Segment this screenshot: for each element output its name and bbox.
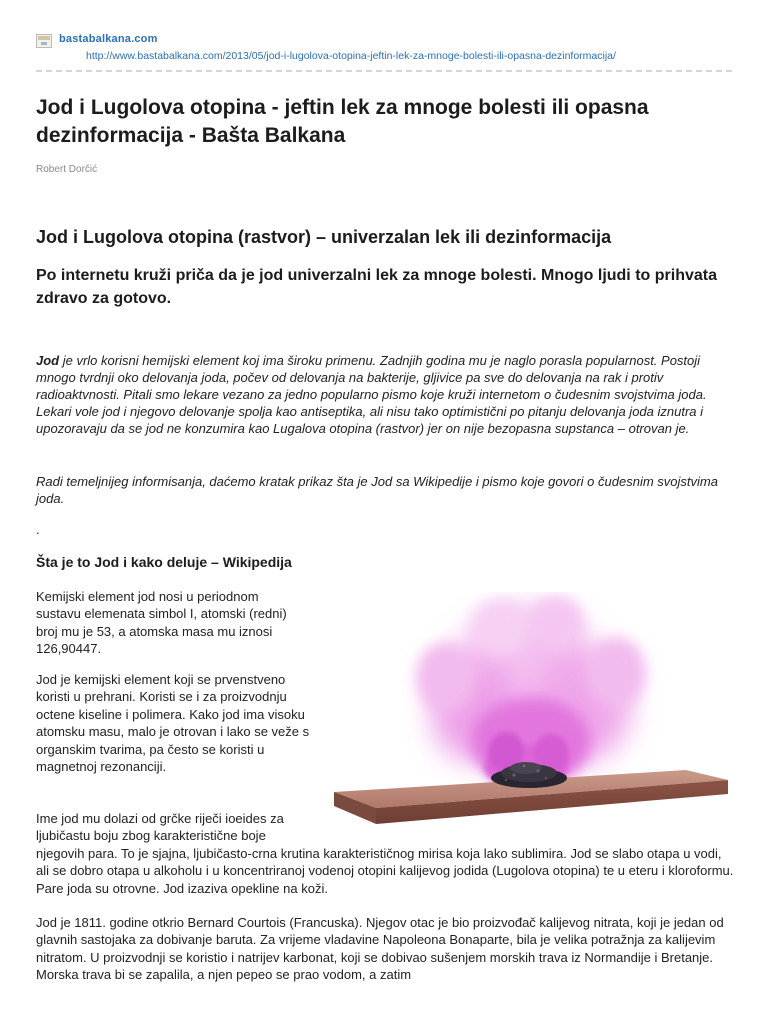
iodine-vapour-image bbox=[326, 592, 736, 842]
page-title bbox=[36, 94, 736, 150]
vapour-cloud bbox=[416, 596, 646, 789]
intro-bold-word: Jod bbox=[36, 353, 60, 368]
paragraph-discovery-1811: Jod je 1811. godine otkrio Bernard Courtois (Francuska). Njegov otac je bio proizvođač kalijevog nitrata, koji je jedan od glavnih sastojaka za dobivanje baruta. Za vrijeme vladavine Napoleona Bonaparte, bila je velika potražnja za kalijevim nitratom. U proizvodnji se koristio i natrijev karbonat, koji se dobivao sušenjem morskih trava iz Normandije i Bretanje. Morska trava bi se zapalila, a njen pepeo se prao vodom, a zatim bbox=[36, 915, 724, 983]
intro-text: je vrlo korisni hemijski element koj ima široku primenu. Zadnjih godina mu je naglo porasla popularnost. Postoji mnogo tvrdnji oko delovanja joda, počev od delovanja na bakterije, gljivice pa sve do delovanja na rak i protiv radioaktvnosti. Pitali smo lekare vezano za jedno popularno pismo koje kruži internetom o čudesnim svojstvima joda. Lekari vole jod i njegovo delovanje spolja kao antiseptika, ali nisu tako optimistični po pitanju delovanja joda iznutra i upozoravaju da se jod ne konzumira kao Lugalova otopina (rastvor) jer on nije bezopasna supstanca – otrovan je. bbox=[36, 353, 707, 436]
site-name-link[interactable]: bastabalkana.com bbox=[59, 33, 158, 45]
lead-paragraph: Po internetu kruži priča da je jod univerzalni lek za mnoge bolesti. Mnogo ljudi to prihvata zdravo za gotovo. bbox=[36, 267, 717, 307]
paragraph-jod-element: Jod je kemijski element koji se prvenstveno koristi u prehrani. Koristi se i za proizvodnju octene kiseline i polimera. Kako jod ima visoku atomsku masu, malo je otrovan i lako se veže s organskim tvarima, pa često se koristi u magnetnoj rezonanciji. bbox=[36, 672, 310, 775]
site-favicon-icon bbox=[36, 34, 52, 48]
separator-dot: . bbox=[36, 522, 40, 537]
info-paragraph: Radi temeljnijeg informisanja, daćemo kratak prikaz šta je Jod sa Wikipedije i pismo koje govori o čudesnim svojstvima joda. bbox=[36, 474, 718, 506]
source-header bbox=[36, 30, 736, 72]
wiki-section-heading: Šta je to Jod i kako deluje – Wikipedija bbox=[36, 554, 292, 570]
article-url-link[interactable]: http://www.bastabalkana.com/2013/05/jod-i-lugolova-otopina-jeftin-lek-za-mnoge-bolesti-ili-opasna-dezinformacija/ bbox=[86, 50, 616, 62]
header-divider bbox=[36, 70, 732, 72]
intro-paragraph bbox=[36, 352, 732, 437]
author-name: Robert Dorčić bbox=[36, 164, 98, 175]
article-heading: Jod i Lugolova otopina (rastvor) – univerzalan lek ili dezinformacija bbox=[36, 227, 612, 247]
paragraph-kemijski: Kemijski element jod nosi u periodnom sustavu elemenata simbol I, atomski (redni) broj mu je 53, a atomska masa mu iznosi 126,90447. bbox=[36, 589, 287, 657]
paragraph-ime-continued: njegovih para. To je sjajna, ljubičasto-crna krutina karakterističnog mirisa koja lako sublimira. Jod se slabo otapa u vodi, ali se dobro otapa u alkoholu i u koncentriranoj vodenoj otopini kalijevog jodida (Lugolova otopina) te u eteru i kloroformu. Pare joda su otrovne. Jod izaziva opekline na koži. bbox=[36, 846, 734, 896]
paragraph-ime-start: Ime jod mu dolazi od grčke riječi ioeides za ljubičastu boju zbog karakteristične boje bbox=[36, 811, 284, 844]
page-title-line-2: dezinformacija - Bašta Balkana bbox=[36, 124, 346, 147]
page-title-line-1: Jod i Lugolova otopina - jeftin lek za mnoge bolesti ili opasna bbox=[36, 96, 649, 119]
